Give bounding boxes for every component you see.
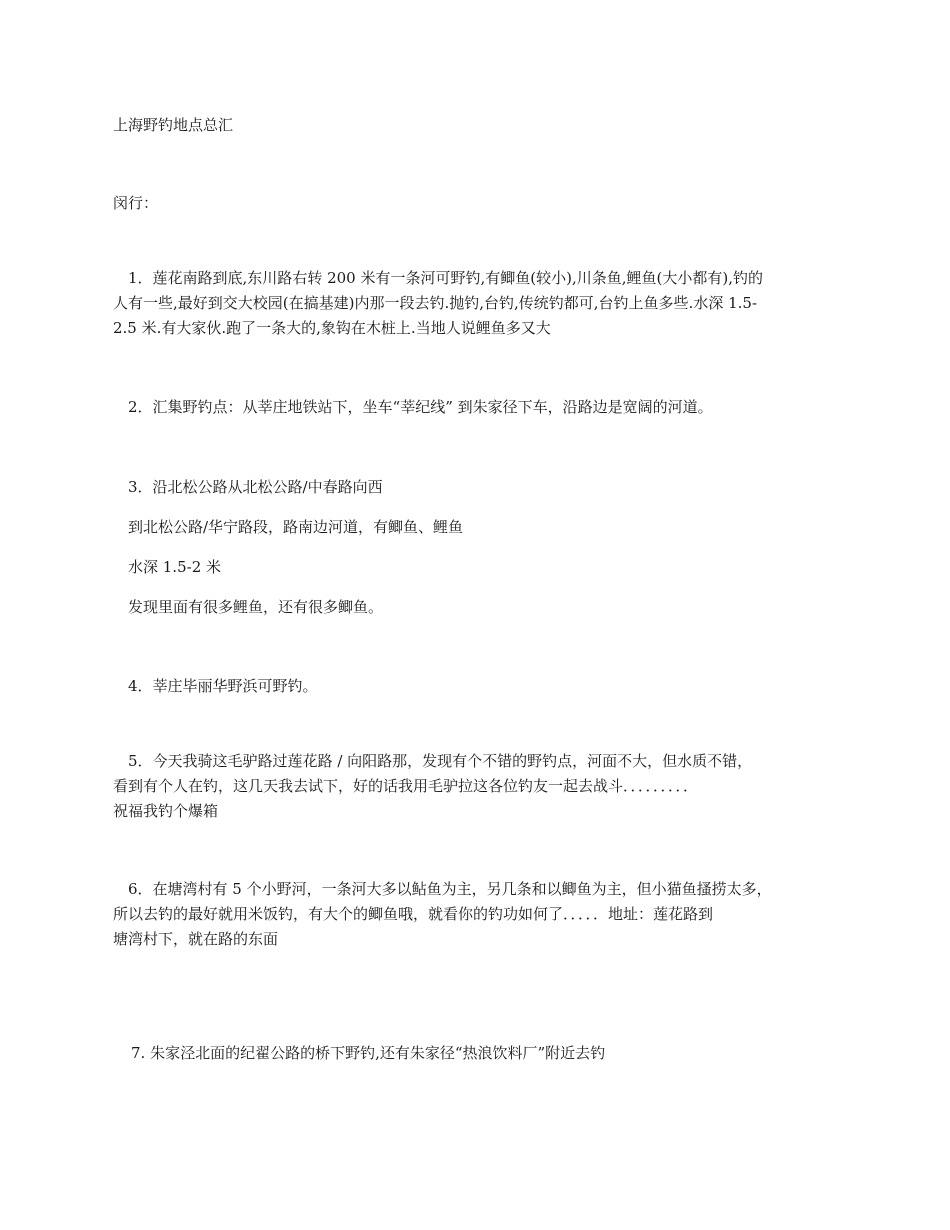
item-line: 6．在塘湾村有 5 个小野河，一条河大多以鲇鱼为主，另几条和以鲫鱼为主，但小猫鱼搔捞太多，	[128, 880, 772, 898]
item-line: 人有一些,最好到交大校园(在搞基建)内那一段去钓.抛钓,台钓,传统钓都可,台钓上鱼多些.水深 1.5-	[113, 294, 758, 312]
item-line: 4．莘庄毕丽华野浜可野钓。	[128, 677, 318, 695]
item-line: 水深 1.5-2 米	[128, 558, 222, 576]
item-line: 1．莲花南路到底,东川路右转 200 米有一条河可野钓,有鲫鱼(较小),川条鱼,鲤鱼(大小都有),钓的	[128, 269, 763, 287]
item-line: 5．今天我骑这毛驴路过莲花路 / 向阳路那，发现有个不错的野钓点，河面不大，但水质不错，	[128, 752, 753, 770]
item-line: 所以去钓的最好就用米饭钓，有大个的鲫鱼哦，就看你的钓功如何了．．．．．地址：莲花路到	[113, 905, 714, 923]
item-line: 2.5 米.有大家伙.跑了一条大的,象钩在木桩上.当地人说鲤鱼多又大	[113, 319, 551, 337]
item-line: 2．汇集野钓点：从莘庄地铁站下，坐车“莘纪线” 到朱家径下车，沿路边是宽阔的河道。	[128, 398, 713, 416]
item-line: 到北松公路/华宁路段，路南边河道，有鲫鱼、鲤鱼	[128, 518, 464, 536]
item-line: 7. 朱家泾北面的纪翟公路的桥下野钓,还有朱家径“热浪饮料厂”附近去钓	[131, 1044, 606, 1062]
document-title: 上海野钓地点总汇	[113, 116, 234, 134]
item-line: 3．沿北松公路从北松公路/中春路向西	[128, 478, 383, 496]
section-heading: 闵行：	[113, 194, 159, 212]
item-line: 塘湾村下，就在路的东面	[113, 930, 279, 948]
item-line: 祝福我钓个爆箱	[113, 802, 219, 820]
item-line: 发现里面有很多鲤鱼，还有很多鲫鱼。	[128, 598, 384, 616]
item-line: 看到有个人在钓，这几天我去试下，好的话我用毛驴拉这各位钓友一起去战斗．．．．．．．．．	[113, 777, 699, 795]
